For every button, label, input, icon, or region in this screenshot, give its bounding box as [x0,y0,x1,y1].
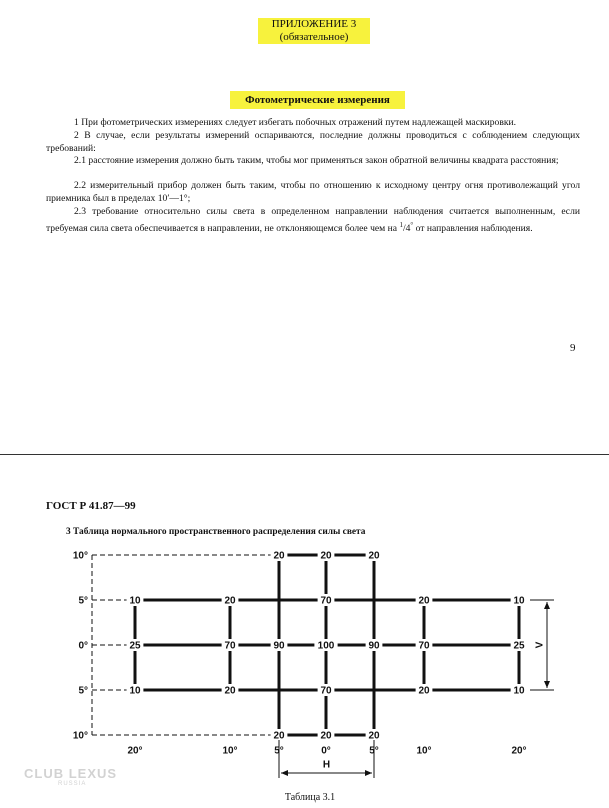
value-label: 10 [129,685,141,697]
x-axis-label: 20° [511,745,527,757]
value-label: 25 [513,640,525,652]
fraction-unit: ° [410,220,414,229]
value-label: 20 [418,685,430,697]
watermark: CLUB LEXUS [24,766,118,781]
y-axis-label: 5° [78,685,88,697]
value-label: 20 [320,550,332,562]
appendix-title: ПРИЛОЖЕНИЕ 3 [271,18,357,30]
y-axis-label: 10° [72,730,88,742]
value-label: 10 [129,595,141,607]
watermark-sub: RUSSIA [58,781,87,787]
value-label: 90 [273,640,285,652]
standard-designation: ГОСТ Р 41.87—99 [46,500,136,512]
x-axis-label: 20° [127,745,143,757]
page-number: 9 [570,342,576,354]
value-label: 100 [317,640,335,652]
appendix-heading [258,18,370,44]
light-distribution-grid [0,540,609,790]
value-label: 20 [418,595,430,607]
value-label: 20 [368,730,380,742]
value-label: 70 [320,685,332,697]
paragraph-2-1: 2.1 расстояние измерения должно быть таким, чтобы мог применяться закон обратной величины квадрата расстояния; [74,155,559,166]
v-arrow-top [544,602,550,609]
x-axis-label: 0° [321,745,331,757]
y-axis-label: 5° [78,595,88,607]
value-label: 10 [513,595,525,607]
y-axis-label: 0° [78,640,88,652]
value-label: 20 [273,730,285,742]
value-label: 25 [129,640,141,652]
value-label: 20 [224,595,236,607]
value-label: 20 [320,730,332,742]
fraction-numerator: 1 [399,220,403,229]
value-label: 70 [320,595,332,607]
paragraph-1: 1 При фотометрических измерениях следует избегать побочных отражений путем надлежащей маскировки. [74,117,517,128]
y-axis-label: 10° [72,550,88,562]
v-axis-label: V [534,641,546,649]
value-label: 70 [224,640,236,652]
paragraph-2-3: 2.3 требование относительно силы света в определенном направлении наблюдения считается выполненным, если требуемая сила света обеспечивается в направлении, не отклоняющемся более чем на $^1$/4° от направления наблюдения. [46,206,580,234]
value-label: 10 [513,685,525,697]
x-axis-label: 5° [274,745,284,757]
table-title: 3 Таблица нормального пространственного распределения силы света [66,527,366,537]
value-label: 20 [224,685,236,697]
x-axis-label: 5° [369,745,379,757]
fraction-denominator: 4 [405,222,411,234]
value-label: 70 [418,640,430,652]
paragraph-2-2: 2.2 измерительный прибор должен быть таким, чтобы по отношению к исходному центру огня противолежащий угол приемника был в пределах 10′—1°; [46,180,580,204]
value-label: 20 [368,550,380,562]
x-axis-label: 10° [416,745,432,757]
value-label: 90 [368,640,380,652]
paragraph-2-3-text: 2.3 требование относительно силы света в определенном направлении наблюдения считается выполненным, если требуемая сила света обеспечивается в направлении, не отклоняющемся более чем на [46,206,580,234]
paragraph-2-3-tail: от направления наблюдения. [415,222,533,234]
appendix-subtitle: (обязательное) [279,31,349,43]
table-caption: Таблица 3.1 [284,792,336,803]
v-arrow-bottom [544,681,550,688]
value-label: 20 [273,550,285,562]
section-title: Фотометрические измерения [230,91,405,109]
paragraph-2: 2 В случае, если результаты измерений оспариваются, последние должны проводиться с соблюдением следующих требований: [46,130,580,154]
h-arrow-left [281,770,288,776]
x-axis-label: 10° [222,745,238,757]
page-separator [0,454,609,455]
h-arrow-right [365,770,372,776]
h-axis-label: H [322,759,331,771]
